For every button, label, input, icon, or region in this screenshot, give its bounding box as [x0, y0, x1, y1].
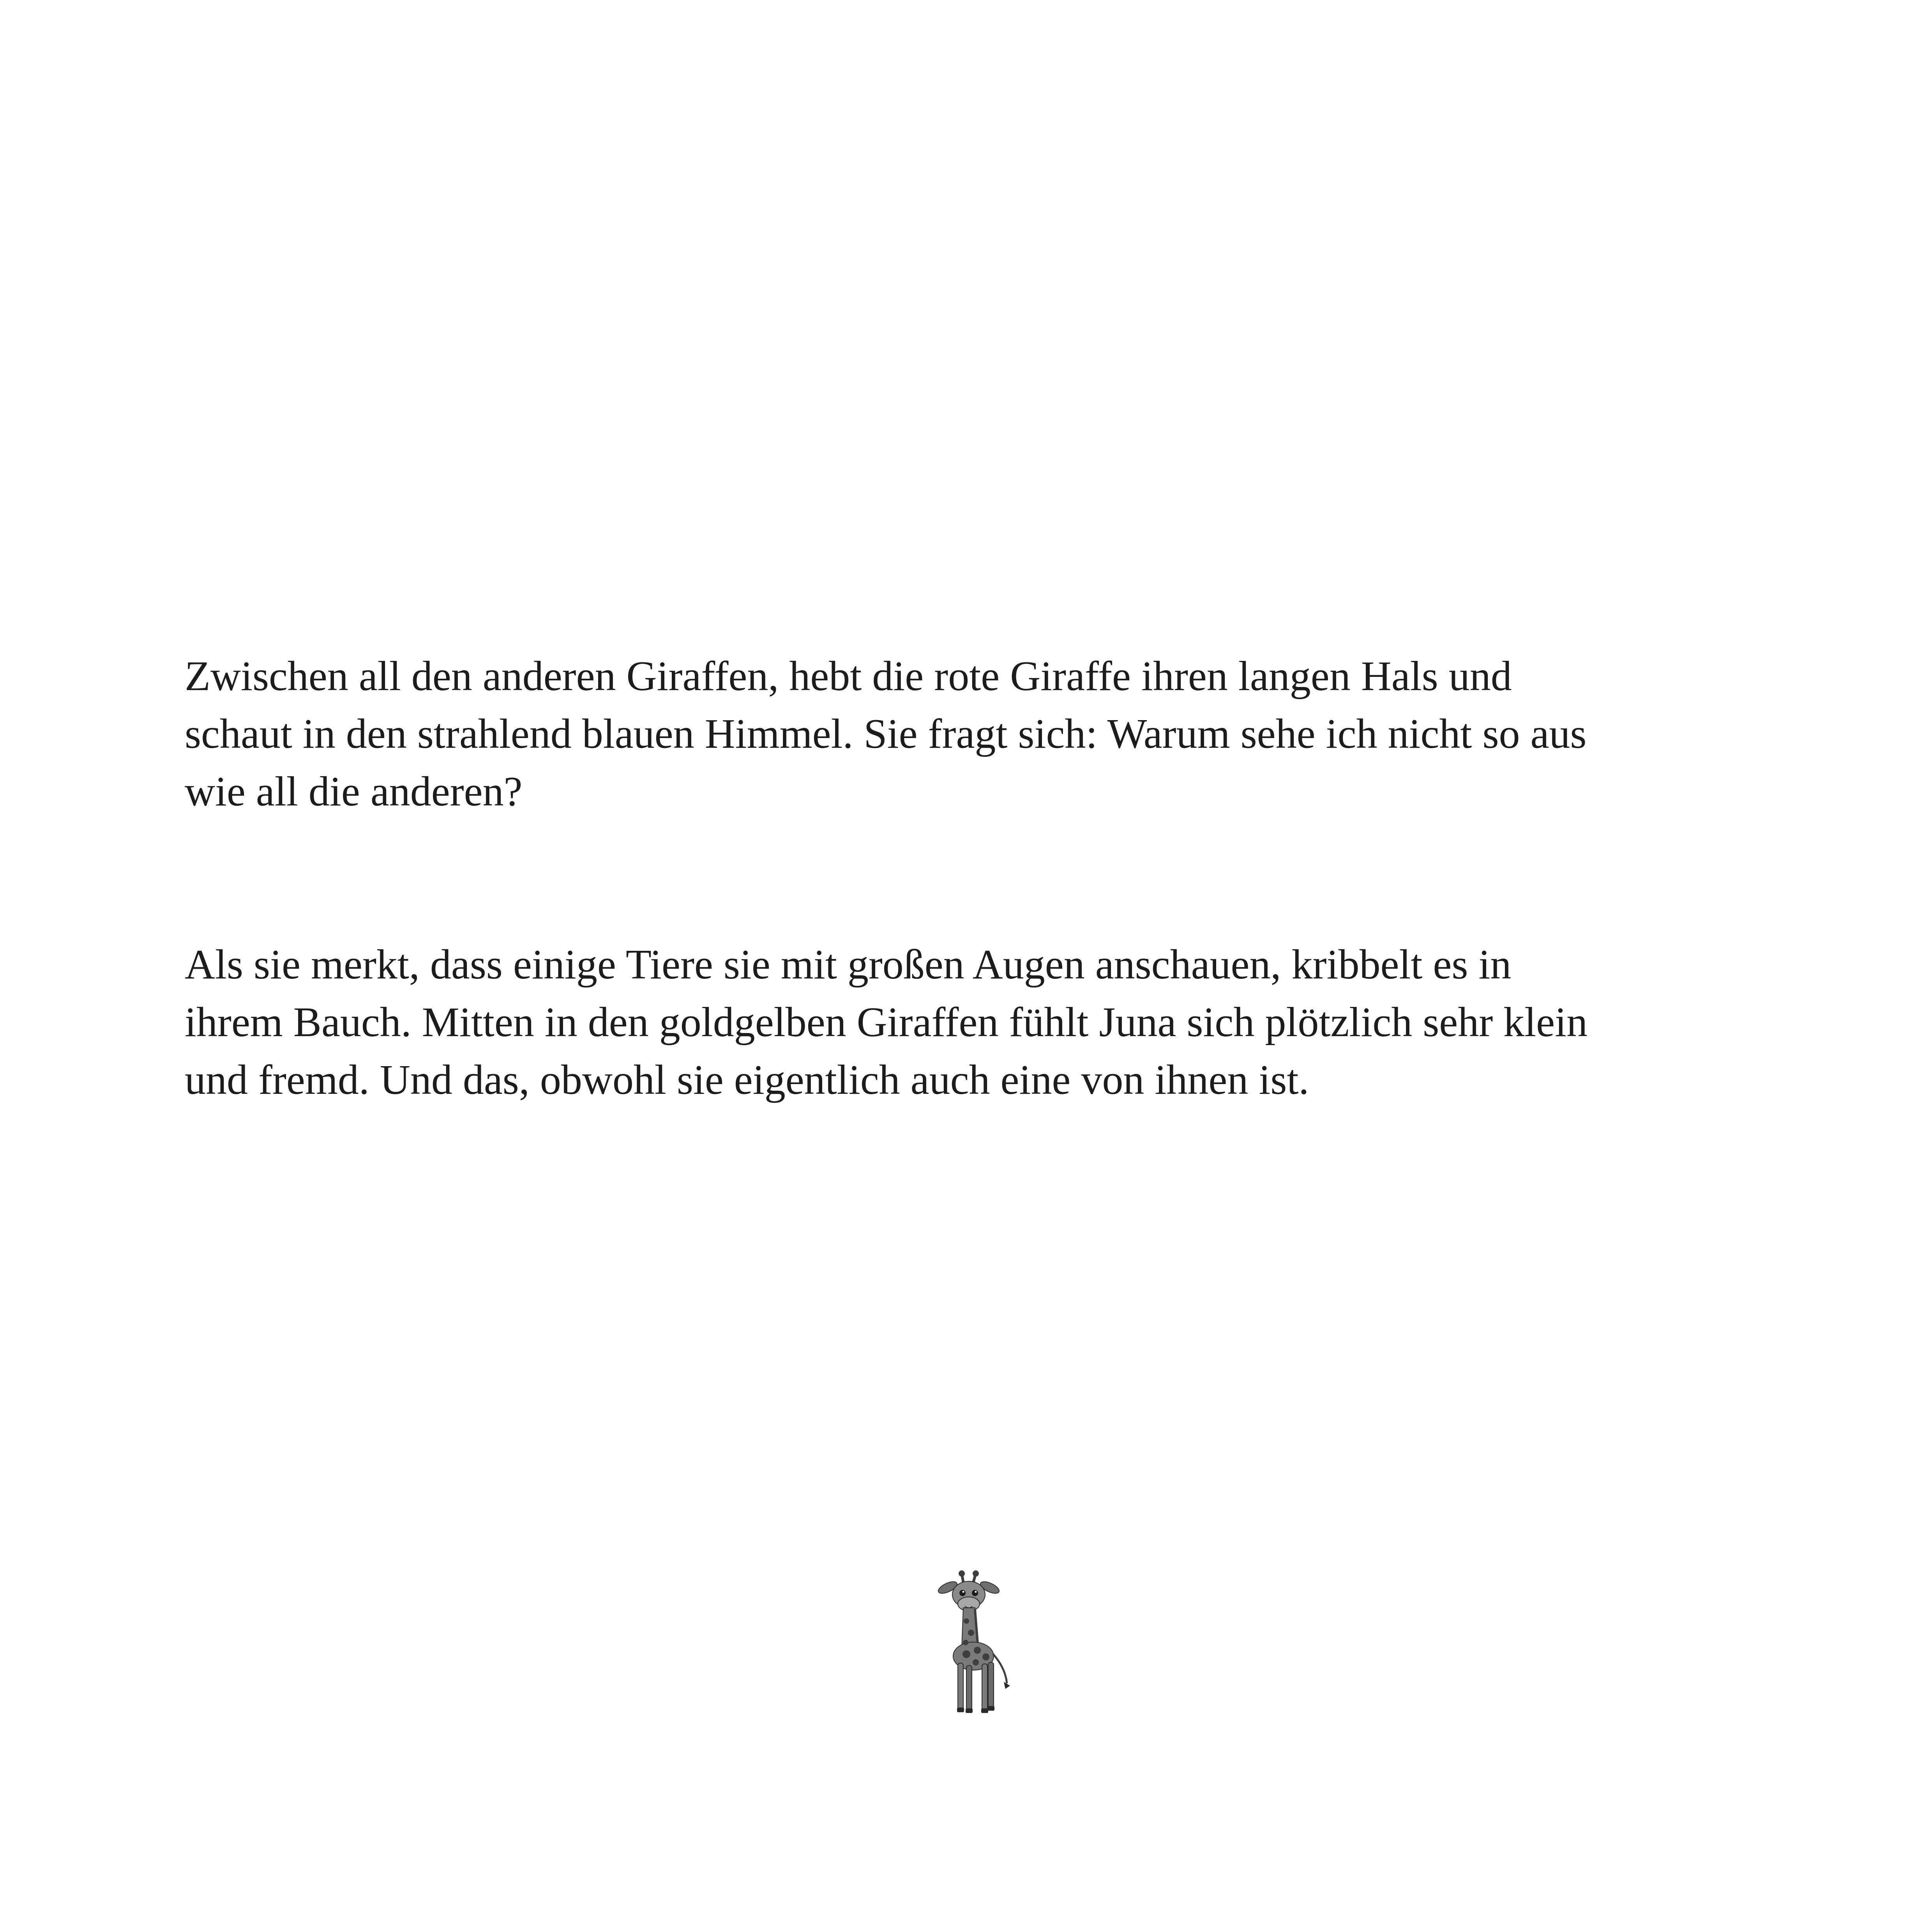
- giraffe-spot: [982, 1653, 989, 1660]
- giraffe-leg: [988, 1662, 994, 1708]
- paragraph-line: Zwischen all den anderen Giraffen, hebt die rote Giraffe ihren langen Hals und: [185, 653, 1512, 699]
- giraffe-spot: [973, 1659, 979, 1665]
- giraffe-tail: [993, 1654, 1007, 1683]
- giraffe-hoof: [981, 1708, 988, 1713]
- giraffe-spot: [964, 1618, 969, 1624]
- paragraph-line: wie all die anderen?: [185, 768, 523, 815]
- giraffe-leg: [982, 1664, 987, 1711]
- giraffe-spot: [963, 1640, 968, 1645]
- giraffe-spot: [962, 1650, 970, 1658]
- story-paragraph-1: [185, 648, 1782, 821]
- giraffe-eye-highlight: [962, 1591, 964, 1593]
- giraffe-eye: [972, 1590, 978, 1596]
- paragraph-line: und fremd. Und das, obwohl sie eigentlich auch eine von ihnen ist.: [185, 1057, 1309, 1103]
- giraffe-ossicone-tip: [959, 1570, 965, 1577]
- paragraph-line: Als sie merkt, dass einige Tiere sie mit großen Augen anschauen, kribbelt es in: [185, 941, 1512, 988]
- giraffe-spot: [968, 1630, 974, 1636]
- giraffe-spot: [974, 1647, 981, 1654]
- giraffe-leg: [958, 1663, 963, 1710]
- giraffe-eye: [959, 1590, 966, 1596]
- giraffe-eye-highlight: [975, 1591, 977, 1593]
- giraffe-ossicone-tip: [973, 1570, 979, 1577]
- giraffe-hoof: [987, 1706, 994, 1711]
- giraffe-leg: [966, 1665, 972, 1711]
- giraffe-hoof: [966, 1708, 973, 1713]
- paragraph-line: schaut in den strahlend blauen Himmel. Sie fragt sich: Warum sehe ich nicht so aus: [185, 711, 1587, 757]
- story-paragraph-2: [185, 936, 1782, 1109]
- paragraph-line: ihrem Bauch. Mitten in den goldgelben Giraffen fühlt Juna sich plötzlich sehr klein: [185, 999, 1588, 1045]
- giraffe-icon: [927, 1570, 1021, 1718]
- giraffe-hoof: [957, 1708, 964, 1712]
